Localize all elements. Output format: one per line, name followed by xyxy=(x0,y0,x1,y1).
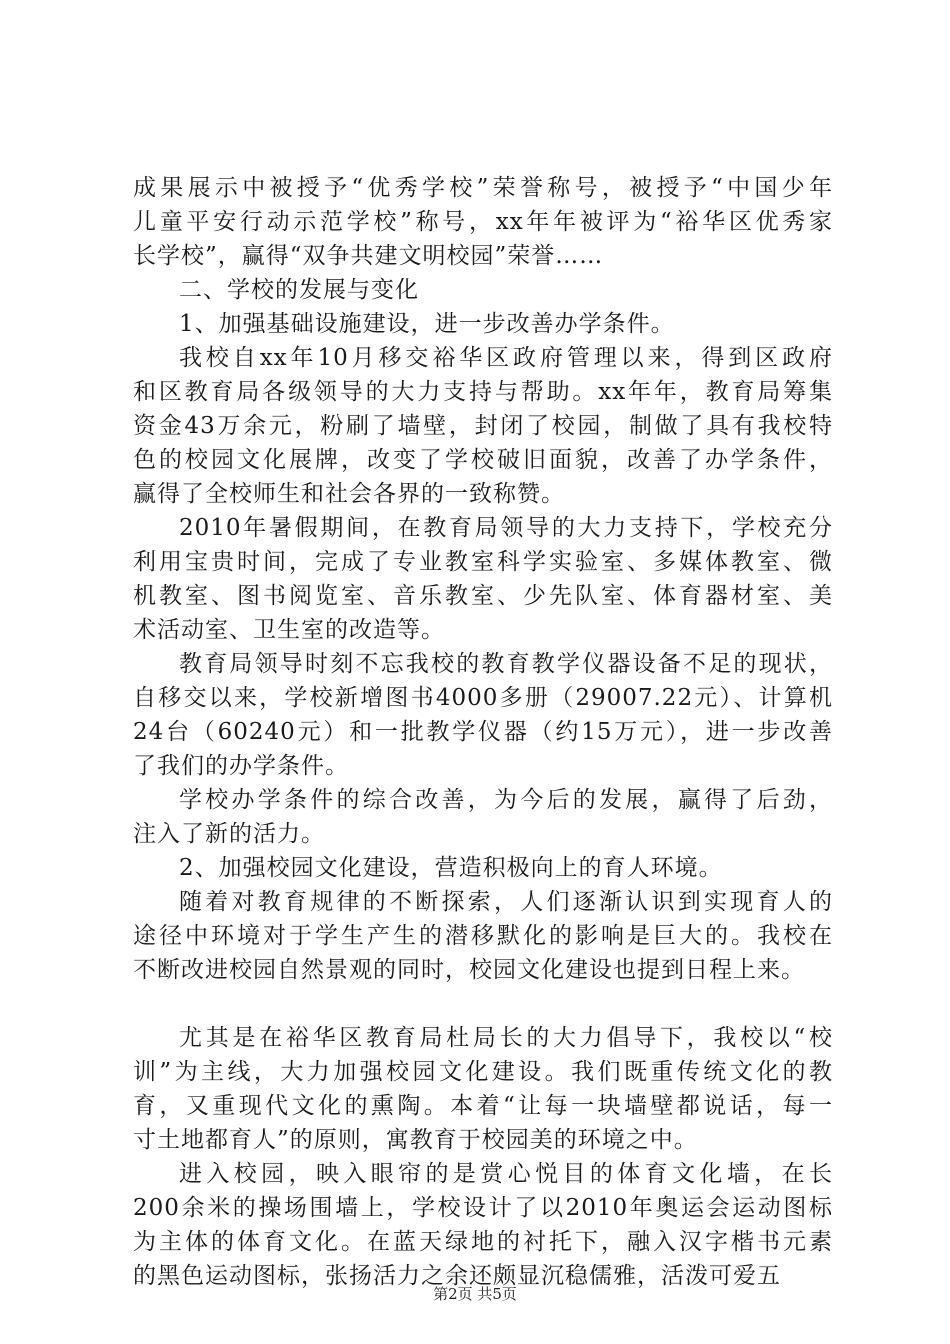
text-line: 1、加强基础设施建设，进一步改善办学条件。 xyxy=(179,311,675,337)
page-footer: 第2页 共5页 xyxy=(433,1285,517,1303)
text-line: 2010年暑假期间，在教育局领导的大力支持下，学校充分 xyxy=(179,515,833,541)
paragraph-p2 xyxy=(133,273,833,307)
text-line: 色的校园文化展牌，改变了学校破旧面貌，改善了办学条件， xyxy=(133,447,833,473)
paragraph-p11 xyxy=(133,1157,833,1293)
text-line: 24台（60240元）和一批教学仪器（约15万元），进一步改善 xyxy=(133,719,833,745)
text-line: 和区教育局各级领导的大力支持与帮助。xx年年，教育局筹集 xyxy=(133,379,833,405)
text-line: 进入校园，映入眼帘的是赏心悦目的体育文化墙，在长 xyxy=(179,1161,833,1187)
text-line: 长学校”，赢得“双争共建文明校园”荣誉…… xyxy=(133,243,604,269)
text-line: 赢得了全校师生和社会各界的一致称赞。 xyxy=(133,481,565,507)
text-line: 学校办学条件的综合改善，为今后的发展，赢得了后劲， xyxy=(179,787,833,813)
text-line: 途径中环境对于学生产生的潜移默化的影响是巨大的。我校在 xyxy=(133,923,833,949)
text-line: 注入了新的活力。 xyxy=(133,821,325,847)
text-line: 儿童平安行动示范学校”称号，xx年年被评为“裕华区优秀家 xyxy=(133,209,833,235)
document-body xyxy=(133,171,833,1293)
paragraph-p5 xyxy=(133,511,833,647)
text-line: 了我们的办学条件。 xyxy=(133,753,349,779)
text-line: 自移交以来，学校新增图书4000多册（29007.22元）、计算机 xyxy=(133,685,833,711)
text-line: 寸土地都育人”的原则，寓教育于校园美的环境之中。 xyxy=(133,1127,698,1153)
paragraph-p7 xyxy=(133,783,833,851)
paragraph-spacer xyxy=(133,987,833,1021)
paragraph-p3 xyxy=(133,307,833,341)
text-line: 2、加强校园文化建设，营造积极向上的育人环境。 xyxy=(179,855,723,881)
text-line: 机教室、图书阅览室、音乐教室、少先队室、体育器材室、美 xyxy=(133,583,833,609)
text-line: 不断改进校园自然景观的同时，校园文化建设也提到日程上来。 xyxy=(133,957,805,983)
text-line: 二、学校的发展与变化 xyxy=(179,277,419,303)
text-line: 的黑色运动图标，张扬活力之余还颇显沉稳儒雅，活泼可爱五 xyxy=(133,1263,781,1289)
text-line: 利用宝贵时间，完成了专业教室科学实验室、多媒体教室、微 xyxy=(133,549,833,575)
paragraph-p4 xyxy=(133,341,833,511)
text-line: 育，又重现代文化的熏陶。本着“让每一块墙壁都说话，每一 xyxy=(133,1093,833,1119)
paragraph-p6 xyxy=(133,647,833,783)
text-line: 为主体的体育文化。在蓝天绿地的衬托下，融入汉字楷书元素 xyxy=(133,1229,833,1255)
paragraph-p8 xyxy=(133,851,833,885)
paragraph-p9 xyxy=(133,885,833,987)
text-line: 资金43万余元，粉刷了墙壁，封闭了校园，制做了具有我校特 xyxy=(133,413,833,439)
paragraph-p1 xyxy=(133,171,833,273)
text-line: 教育局领导时刻不忘我校的教育教学仪器设备不足的现状， xyxy=(179,651,833,677)
text-line: 尤其是在裕华区教育局杜局长的大力倡导下，我校以“校 xyxy=(179,1025,833,1051)
text-line: 200余米的操场围墙上，学校设计了以2010年奥运会运动图标 xyxy=(133,1195,833,1221)
text-line: 术活动室、卫生室的改造等。 xyxy=(133,617,445,643)
paragraph-p10 xyxy=(133,1021,833,1157)
text-line: 成果展示中被授予“优秀学校”荣誉称号，被授予“中国少年 xyxy=(133,175,833,201)
text-line: 随着对教育规律的不断探索，人们逐渐认识到实现育人的 xyxy=(179,889,833,915)
text-line: 我校自xx年10月移交裕华区政府管理以来，得到区政府 xyxy=(179,345,833,371)
text-line: 训”为主线，大力加强校园文化建设。我们既重传统文化的教 xyxy=(133,1059,833,1085)
